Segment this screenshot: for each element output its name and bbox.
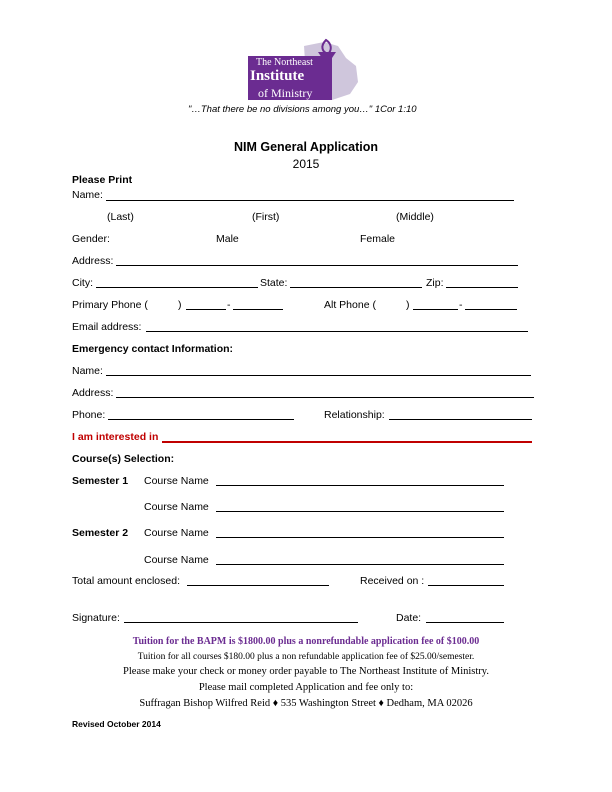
gender-male-option[interactable]: Male: [216, 233, 239, 245]
course-name-field-4[interactable]: [216, 564, 504, 565]
course-selection-header: Course(s) Selection:: [72, 453, 175, 465]
revised-date: Revised October 2014: [72, 719, 161, 729]
course-name-field-3[interactable]: [216, 537, 504, 538]
alt-phone-field-2[interactable]: [465, 309, 517, 310]
logo-line-3: of Ministry: [258, 86, 313, 100]
received-field[interactable]: [428, 585, 504, 586]
course-name-field-1[interactable]: [216, 485, 504, 486]
phone-field[interactable]: [108, 419, 294, 420]
city-label: City:: [72, 277, 93, 289]
course-name-label-1: Course Name: [144, 475, 209, 487]
middle-label: (Middle): [396, 211, 434, 223]
emergency-name-field[interactable]: [106, 375, 531, 376]
primary-phone-dash: -: [227, 299, 231, 311]
primary-phone-label: Primary Phone (: [72, 299, 148, 311]
motto: "…That there be no divisions among you…" 1Cor 1:10: [188, 104, 417, 115]
emergency-name-label: Name:: [72, 365, 103, 377]
mail-note: Please mail completed Application and fee only to:: [198, 682, 414, 693]
course-name-label-3: Course Name: [144, 527, 209, 539]
name-field[interactable]: [106, 200, 514, 201]
received-label: Received on :: [360, 575, 425, 587]
semester-1-label: Semester 1: [72, 475, 129, 487]
zip-label: Zip:: [426, 277, 444, 289]
mailing-address: Suffragan Bishop Wilfred Reid ♦ 535 Washington Street ♦ Dedham, MA 02026: [139, 698, 473, 709]
logo-line-2: Institute: [250, 68, 305, 84]
primary-phone-field-1[interactable]: [186, 309, 226, 310]
please-print: Please Print: [72, 174, 133, 186]
name-label: Name:: [72, 189, 103, 201]
signature-field[interactable]: [124, 622, 358, 623]
email-label: Email address:: [72, 321, 142, 333]
first-label: (First): [252, 211, 280, 223]
emergency-header: Emergency contact Information:: [72, 343, 234, 355]
total-label: Total amount enclosed:: [72, 575, 180, 587]
emergency-address-label: Address:: [72, 387, 114, 399]
alt-phone-dash: -: [459, 299, 463, 311]
course-name-field-2[interactable]: [216, 511, 504, 512]
interested-field[interactable]: [162, 441, 532, 443]
date-label: Date:: [396, 612, 422, 624]
payable-note: Please make your check or money order payable to The Northeast Institute of Ministry.: [123, 666, 489, 677]
signature-label: Signature:: [72, 612, 120, 624]
course-tuition: Tuition for all courses $180.00 plus a non refundable application fee of $25.00/semester.: [137, 652, 475, 662]
course-name-label-2: Course Name: [144, 501, 209, 513]
phone-label: Phone:: [72, 409, 106, 421]
alt-phone-field-1[interactable]: [413, 309, 458, 310]
year: 2015: [292, 157, 320, 171]
state-field[interactable]: [290, 287, 422, 288]
zip-field[interactable]: [446, 287, 518, 288]
relationship-label: Relationship:: [324, 409, 385, 421]
page-title: NIM General Application: [233, 140, 378, 154]
date-field[interactable]: [426, 622, 504, 623]
emergency-address-field[interactable]: [116, 397, 534, 398]
alt-phone-paren: ): [406, 299, 410, 311]
alt-phone-label: Alt Phone (: [324, 299, 376, 311]
primary-phone-field-2[interactable]: [233, 309, 283, 310]
logo-line-1: The Northeast: [256, 57, 313, 68]
bapm-tuition: Tuition for the BAPM is $1800.00 plus a nonrefundable application fee of $100.00: [132, 636, 480, 647]
primary-phone-paren: ): [178, 299, 182, 311]
gender-female-option[interactable]: Female: [360, 233, 396, 245]
gender-label: Gender:: [72, 233, 110, 245]
address-field[interactable]: [116, 265, 518, 266]
nim-logo: [246, 36, 370, 106]
course-name-label-4: Course Name: [144, 554, 209, 566]
last-label: (Last): [107, 211, 134, 223]
email-field[interactable]: [146, 331, 528, 332]
semester-2-label: Semester 2: [72, 527, 129, 539]
total-field[interactable]: [187, 585, 329, 586]
address-label: Address:: [72, 255, 114, 267]
interested-label: I am interested in: [72, 431, 159, 443]
city-field[interactable]: [96, 287, 258, 288]
state-label: State:: [260, 277, 288, 289]
relationship-field[interactable]: [389, 419, 532, 420]
